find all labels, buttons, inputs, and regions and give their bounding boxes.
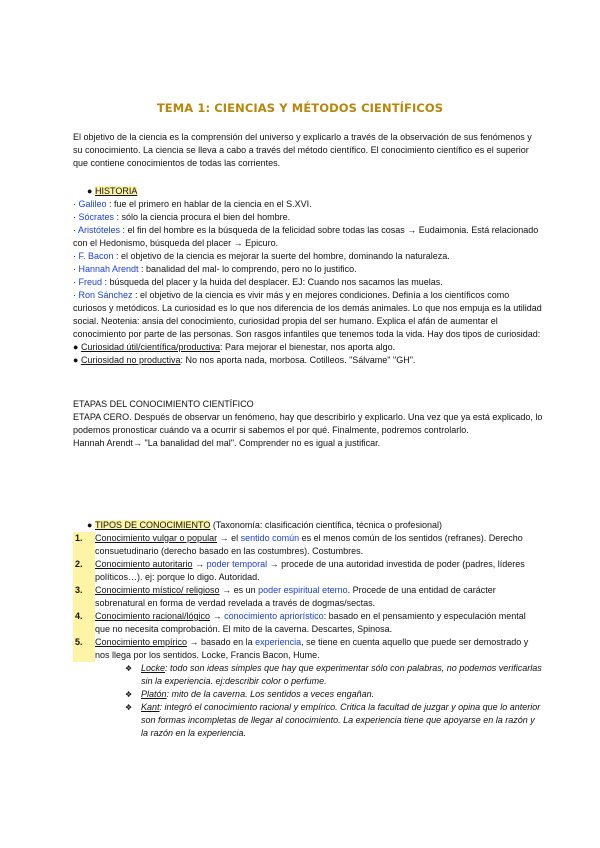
dot-prefix: · [73, 251, 79, 261]
item-label: Conocimiento vulgar o popular [95, 533, 218, 543]
item-text: , se tiene en cuenta aquello que puede ser demostrado y nos llega por los sentidos. Locke, Francis Bacon, Hume. [95, 637, 529, 660]
curiosity-item [73, 354, 543, 367]
person-name: Freud [78, 277, 103, 287]
diamond-bullet-icon: ❖ [125, 664, 133, 673]
item-arrow: → el [217, 533, 241, 543]
list-item [73, 250, 543, 263]
item-highlight: sentido común [240, 533, 300, 543]
curiosity-label: Curiosidad útil/científica/productiva [80, 342, 221, 352]
numbered-item [73, 532, 543, 558]
person-name: Hannah Arendt [78, 264, 139, 274]
item-label: Conocimiento racional/lógico [95, 611, 211, 621]
sub-item-body [141, 701, 543, 740]
sub-item-text: : integró el conocimiento racional y empírico. Critica la facultad de juzgar y opina que lo anterior son formas incompletas de llegar al conocimiento. La experiencia tiene que apoyarse en la razón y la razón en la experiencia. [141, 702, 541, 738]
dot-prefix: · [73, 277, 79, 287]
dot-prefix: · [73, 264, 79, 274]
item-text: . Procede de una entidad de carácter sobrenatural en forma de verdad revelada a través de dogmas/sectas. [95, 585, 496, 608]
item-label: Conocimiento empírico [95, 637, 188, 647]
list-item [73, 289, 543, 341]
curiosity-label: Curiosidad no productiva [80, 355, 181, 365]
numbered-item [73, 558, 543, 584]
item-number: 1. [73, 532, 95, 558]
item-label: Conocimiento autoritario [95, 559, 193, 569]
list-item [73, 224, 543, 250]
historia-heading: HISTORIA [95, 186, 138, 196]
dot-prefix: · [73, 290, 79, 300]
curiosity-item [73, 341, 543, 354]
item-highlight: poder espiritual eterno [258, 585, 348, 595]
sub-item-name: Locke [141, 663, 166, 673]
item-arrow: → [210, 611, 225, 621]
etapas-section [73, 398, 543, 450]
item-text: : el fin del hombre es la búsqueda de la felicidad sobre todas las cosas → Eudaimonia. Está relacionado con el Hedonismo, búsqueda del placer → Epicuro. [73, 225, 539, 248]
dot-prefix: · [73, 225, 79, 235]
person-name: Aristóteles [78, 225, 121, 235]
tipos-section [73, 519, 543, 740]
bullet-icon: ● [87, 186, 93, 196]
item-text: : fue el primero en hablar de la ciencia en el S.XVI. [106, 199, 312, 209]
numbered-item [73, 636, 543, 662]
item-number: 2. [73, 558, 95, 584]
item-label: Conocimiento místico/ religioso [95, 585, 220, 595]
diamond-bullet-icon: ❖ [125, 690, 133, 699]
item-body [95, 636, 543, 662]
dot-prefix: · [73, 212, 79, 222]
item-arrow: → es un [219, 585, 259, 595]
item-body [95, 532, 543, 558]
item-arrow: → basado en la [187, 637, 256, 647]
item-number: 3. [73, 584, 95, 610]
diamond-bullet-icon: ❖ [125, 703, 133, 712]
intro-paragraph [73, 131, 543, 170]
person-name: F. Bacon [78, 251, 114, 261]
page-title: TEMA 1: CIENCIAS Y MÉTODOS CIENTÍFICOS [156, 101, 444, 115]
tipos-heading: TIPOS DE CONOCIMIENTO [95, 520, 211, 530]
etapas-text: ETAPA CERO. Después de observar un fenómeno, hay que describirlo y explicarlo. Una vez que ya está explicado, lo podemos pronosticar cuándo va a ocurrir si sabemos el por qué. Finalmente, podremos controlarlo. [73, 412, 543, 435]
person-name: Galileo [78, 199, 107, 209]
numbered-item [73, 584, 543, 610]
item-text: : banalidad del mal- lo comprendo, pero no lo justifico. [138, 264, 357, 274]
item-text: → procede de una autoridad investida de poder (padres, líderes políticos…). ej: porque lo digo. Autoridad. [95, 559, 525, 582]
sub-item [73, 688, 543, 701]
bullet-icon: ● [87, 520, 93, 530]
item-highlight: experiencia [255, 637, 302, 647]
list-item [73, 198, 543, 211]
intro-text: El objetivo de la ciencia es la comprensión del universo y explicarlo a través de la observación de sus fenómenos y su conocimiento. La ciencia se lleva a cabo a través del método científico. El conocimiento científico es el superior que contiene conocimientos de todas las corrientes. [73, 132, 532, 168]
list-item [73, 211, 543, 224]
item-text: : búsqueda del placer y la huida del desplacer. EJ: Cuando nos sacamos las muelas. [102, 277, 443, 287]
bullet-icon: ● [73, 342, 81, 352]
historia-section [73, 185, 543, 367]
item-body [95, 584, 543, 610]
person-name: Ron Sánchez [78, 290, 133, 300]
item-number: 4. [73, 610, 95, 636]
item-body [95, 610, 543, 636]
item-text: : el objetivo de la ciencia es vivir más y en mejores condiciones. Definía a los científicos como curiosos y metódicos. La curiosidad es lo que nos diferencia de los demás animales. Lo que nos empuja es la utilidad social. Neotenia: ansia del conocimiento, curiosidad propia del ser humano. Explica el afán de aumentar el conocimiento por parte de las personas. Son rasgos infantiles que tenemos toda la vida. Hay dos tipos de curiosidad: [73, 290, 542, 339]
person-name: Sócrates [78, 212, 115, 222]
item-text: es el menos común de los sentidos (refranes). Derecho consuetudinario (derecho basado en las costumbres). Costumbres. [95, 533, 523, 556]
sub-item-body [141, 688, 543, 701]
sub-item-text: : mito de la caverna. Los sentidos a veces engañan. [166, 689, 375, 699]
item-arrow: → [192, 559, 207, 569]
item-text: : el objetivo de la ciencia es mejorar la suerte del hombre, dominando la naturaleza. [113, 251, 450, 261]
item-text: : sólo la ciencia procura el bien del hombre. [114, 212, 291, 222]
sub-item [73, 701, 543, 740]
tipos-heading-row [73, 519, 543, 532]
historia-heading-row [73, 185, 543, 198]
curiosity-text: : No nos aporta nada, morbosa. Cotilleos. "Sálvame" "GH". [180, 355, 416, 365]
tipos-heading-rest: (Taxonomía: clasificación científica, técnica o profesional) [210, 520, 442, 530]
bullet-icon: ● [73, 355, 81, 365]
sub-item [73, 662, 543, 688]
item-number: 5. [73, 636, 95, 662]
sub-item-body [141, 662, 543, 688]
etapas-quote: Hannah Arendt→ "La banalidad del mal". Comprender no es igual a justificar. [73, 438, 381, 448]
item-highlight: poder temporal [206, 559, 268, 569]
list-item [73, 276, 543, 289]
sub-item-name: Platón [141, 689, 167, 699]
sub-item-text: : todo son ideas simples que hay que experimentar sólo con palabras, no podemos verificarlas sin la experiencia. ej:describir color o perfume. [141, 663, 542, 686]
dot-prefix: · [73, 199, 79, 209]
item-body [95, 558, 543, 584]
item-highlight: conocimiento apriorístico [224, 611, 324, 621]
curiosity-text: : Para mejorar el bienestar, nos aporta algo. [220, 342, 396, 352]
sub-item-name: Kant [141, 702, 160, 712]
item-text: : basado en el pensamiento y especulación mental que no necesita comprobación. El mito de la caverna. Descartes, Spinosa. [95, 611, 526, 634]
etapas-heading: ETAPAS DEL CONOCIMIENTO CIENTÍFICO [73, 399, 254, 409]
list-item [73, 263, 543, 276]
numbered-item [73, 610, 543, 636]
